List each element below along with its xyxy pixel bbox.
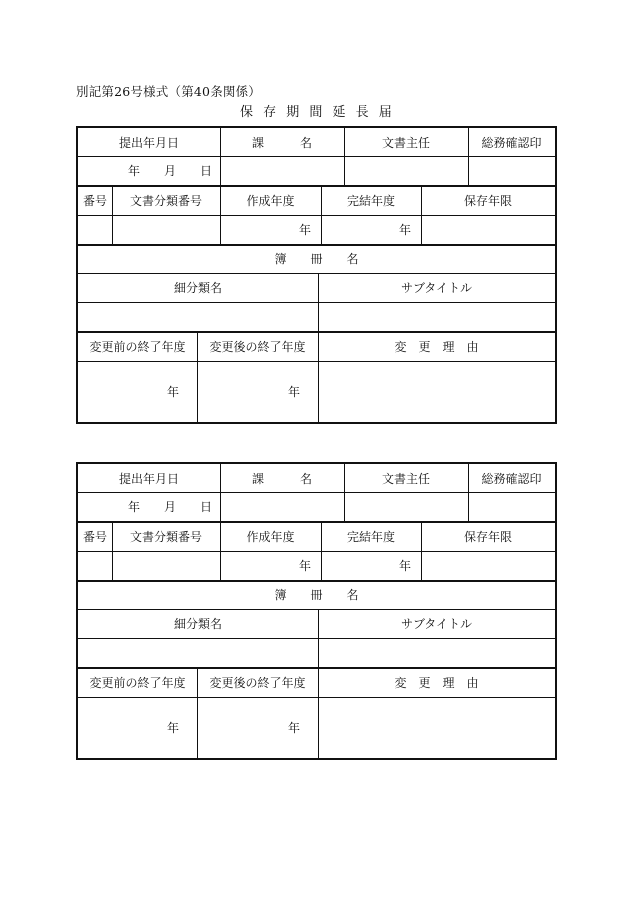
change-reason-field[interactable] bbox=[318, 361, 555, 422]
end-year-before-field[interactable]: 年 bbox=[166, 721, 179, 735]
sub-class-name-label: 細分類名 bbox=[173, 281, 222, 295]
doc-manager-field[interactable] bbox=[344, 492, 468, 521]
retention-period-field[interactable] bbox=[421, 215, 555, 244]
completed-year-label: 完結年度 bbox=[346, 193, 395, 208]
doc-manager-label: 文書主任 bbox=[381, 471, 430, 486]
retention-period-label: 保存年限 bbox=[463, 193, 512, 208]
end-year-before-field[interactable]: 年 bbox=[166, 385, 179, 399]
end-year-before-label: 変更前の終了年度 bbox=[89, 339, 186, 354]
doc-manager-field[interactable] bbox=[344, 156, 468, 185]
change-reason-label: 変 更 理 由 bbox=[394, 675, 479, 690]
number-label: 番号 bbox=[82, 529, 107, 544]
retention-period-field[interactable] bbox=[421, 551, 555, 580]
section-name-label: 課 名 bbox=[251, 135, 312, 150]
register-name-label: 簿 冊 名 bbox=[274, 252, 359, 266]
created-year-field[interactable]: 年 bbox=[298, 223, 311, 237]
submit-date-label: 提出年月日 bbox=[118, 135, 179, 150]
end-year-after-field[interactable]: 年 bbox=[287, 385, 300, 399]
retention-period-label: 保存年限 bbox=[463, 529, 512, 544]
extension-form-2 bbox=[76, 462, 557, 760]
number-label: 番号 bbox=[82, 193, 107, 208]
change-reason-field[interactable] bbox=[318, 697, 555, 758]
general-confirm-label: 総務確認印 bbox=[481, 135, 542, 150]
created-year-field[interactable]: 年 bbox=[298, 559, 311, 573]
doc-class-number-label: 文書分類番号 bbox=[129, 193, 202, 208]
section-name-field[interactable] bbox=[220, 156, 344, 185]
completed-year-field[interactable]: 年 bbox=[398, 559, 411, 573]
sub-class-name-label: 細分類名 bbox=[173, 617, 222, 631]
general-confirm-field[interactable] bbox=[468, 156, 555, 185]
doc-class-number-field[interactable] bbox=[112, 215, 220, 244]
sub-class-name-field[interactable] bbox=[78, 302, 318, 331]
section-name-field[interactable] bbox=[220, 492, 344, 521]
subtitle-field[interactable] bbox=[318, 302, 555, 331]
subtitle-field[interactable] bbox=[318, 638, 555, 667]
change-reason-label: 変 更 理 由 bbox=[394, 339, 479, 354]
end-year-after-field[interactable]: 年 bbox=[287, 721, 300, 735]
doc-class-number-field[interactable] bbox=[112, 551, 220, 580]
end-year-before-label: 変更前の終了年度 bbox=[89, 675, 186, 690]
number-field[interactable] bbox=[78, 551, 112, 580]
general-confirm-field[interactable] bbox=[468, 492, 555, 521]
submit-date-field[interactable]: 年 月 日 bbox=[127, 164, 212, 178]
number-field[interactable] bbox=[78, 215, 112, 244]
general-confirm-label: 総務確認印 bbox=[481, 471, 542, 486]
completed-year-field[interactable]: 年 bbox=[398, 223, 411, 237]
created-year-label: 作成年度 bbox=[246, 529, 295, 544]
section-name-label: 課 名 bbox=[251, 471, 312, 486]
subtitle-label: サブタイトル bbox=[401, 281, 472, 295]
extension-form-1 bbox=[76, 126, 557, 424]
submit-date-field[interactable]: 年 月 日 bbox=[127, 500, 212, 514]
form-caption: 別記第26号様式（第40条関係） bbox=[76, 84, 262, 99]
created-year-label: 作成年度 bbox=[246, 193, 295, 208]
sub-class-name-field[interactable] bbox=[78, 638, 318, 667]
end-year-after-label: 変更後の終了年度 bbox=[209, 339, 306, 354]
subtitle-label: サブタイトル bbox=[401, 617, 472, 631]
doc-class-number-label: 文書分類番号 bbox=[129, 529, 202, 544]
submit-date-label: 提出年月日 bbox=[118, 471, 179, 486]
register-name-label: 簿 冊 名 bbox=[274, 588, 359, 602]
doc-manager-label: 文書主任 bbox=[381, 135, 430, 150]
end-year-after-label: 変更後の終了年度 bbox=[209, 675, 306, 690]
completed-year-label: 完結年度 bbox=[346, 529, 395, 544]
document-title: 保 存 期 間 延 長 届 bbox=[240, 105, 392, 120]
